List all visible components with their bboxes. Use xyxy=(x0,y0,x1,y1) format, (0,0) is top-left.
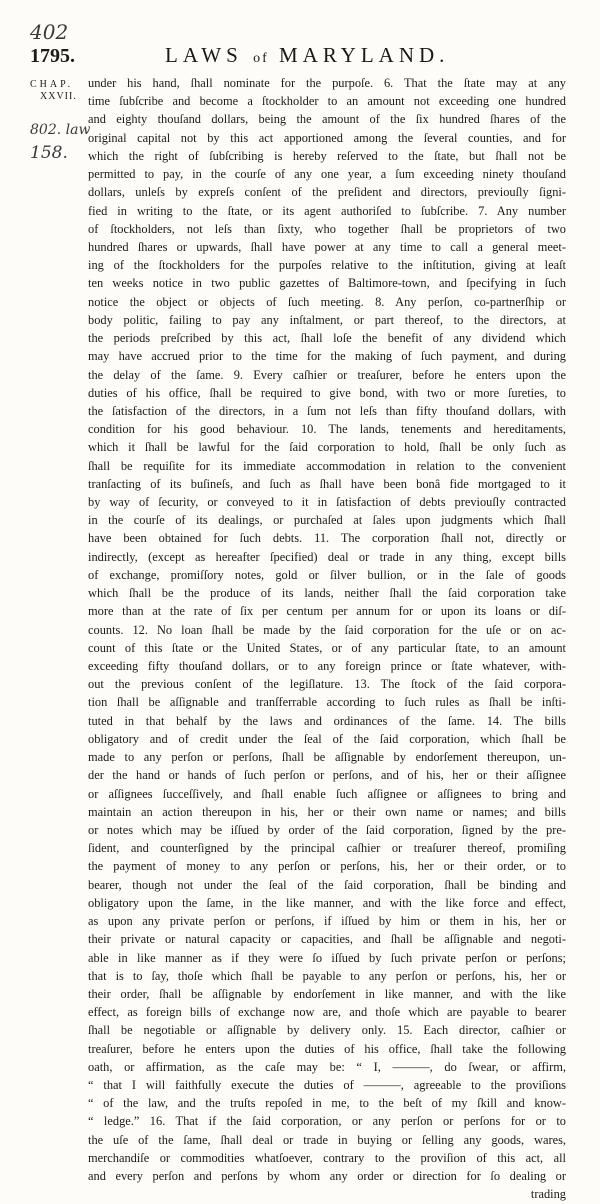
text-line xyxy=(88,420,566,438)
text-line xyxy=(88,839,566,857)
text-line-content: out the previous conſent of the legiſlature. 13. The ſtock of the ſaid corpora- xyxy=(88,677,566,692)
text-line-content: that is to ſay, thoſe which ſhall be payable to any perſon or perſons, his, her or xyxy=(88,968,566,983)
text-line xyxy=(88,384,566,402)
text-line xyxy=(88,985,566,1003)
text-line xyxy=(88,785,566,803)
text-line-content: ſhall be requiſite for its immediate accommodation in relation to the convenient xyxy=(88,458,566,473)
text-line-content: ſident, and counterſigned by the principal caſhier or treaſurer thereof, promiſing xyxy=(88,841,566,856)
text-line xyxy=(88,238,566,256)
text-line-content: more than at the rate of ſix per centum per annum for or upon its loans or diſ- xyxy=(88,604,566,619)
text-line xyxy=(88,74,566,92)
text-line xyxy=(88,967,566,985)
chapter-label: CHAP. xyxy=(30,79,74,90)
text-line xyxy=(88,1040,566,1058)
text-line xyxy=(88,92,566,110)
body-text xyxy=(88,74,566,1204)
text-line-content: oath, or affirmation, as the caſe may be: “ I, ———, do ſwear, or affirm, xyxy=(88,1059,566,1074)
text-line xyxy=(88,329,566,347)
text-line-content: count of this ſtate or the United States, or of any particular ſtate, to an amount xyxy=(88,640,566,655)
text-line xyxy=(88,129,566,147)
text-line xyxy=(88,602,566,620)
text-line-content: original capital not by this act apportioned among the ſeveral counties, and for xyxy=(88,130,566,145)
text-line-content: ing of the ſtockholders for the purpoſes relative to the inſtitution, giving at leaſt xyxy=(88,258,566,273)
handwritten-folio-number: 402 xyxy=(30,20,69,44)
text-line xyxy=(88,457,566,475)
text-line-content: under his hand, ſhall nominate for the purpoſe. 6. That the ſtate may at any xyxy=(88,76,566,90)
text-line-content: the delay of the ſame. 9. Every caſhier or treaſurer, before he enters upon the xyxy=(88,367,566,382)
text-line xyxy=(88,566,566,584)
text-line xyxy=(88,766,566,784)
text-line xyxy=(88,1003,566,1021)
text-line xyxy=(88,584,566,602)
chapter-number: XXVII. xyxy=(40,91,77,102)
text-line-content: or notes which may be iſſued by order of the ſaid corporation, ſigned by the pre- xyxy=(88,822,566,837)
text-line xyxy=(88,256,566,274)
text-line xyxy=(88,821,566,839)
text-line-content: made to any perſon or perſons, ſhall be aſſignable by endorſement thereupon, un- xyxy=(88,750,566,765)
text-line-content: permitted to pay, in the courſe of any one year, a ſum exceeding ninety thouſand xyxy=(88,167,566,182)
text-line-content: time ſubſcribe and become a ſtockholder to an amount not exceeding one hundred xyxy=(88,94,566,109)
text-line xyxy=(88,675,566,693)
text-line-content: “ ledge.” 16. That if the ſaid corporation, or any perſon or perſons for or to xyxy=(88,1114,566,1129)
text-line xyxy=(88,930,566,948)
text-line-content: obligatory upon the ſame, in the like manner, and with the like force and effect, xyxy=(88,895,566,910)
text-line-content: effect, as foreign bills of exchange now are, and thoſe which are payable to bearer xyxy=(88,1005,566,1020)
text-line-content: their private or natural capacity or capacities, and ſhall be aſſignable and negoti- xyxy=(88,932,566,947)
text-line-content: may have accrued prior to the time for the making of ſuch payment, and during xyxy=(88,349,566,364)
text-line xyxy=(88,1131,566,1149)
text-line xyxy=(88,1058,566,1076)
text-line xyxy=(88,894,566,912)
text-line-content: ſhall be negotiable or aſſignable by delivery only. 15. Each director, caſhier or xyxy=(88,1023,566,1038)
text-line xyxy=(88,857,566,875)
text-line xyxy=(88,876,566,894)
text-line-content: “ of the law, and the truſts repoſed in me, to the beſt of my ſkill and know- xyxy=(88,1096,566,1111)
text-line-content: of exchange, promiſſory notes, gold or ſilver bullion, or in the ſale of goods xyxy=(88,567,566,582)
text-line-content: able in like manner as if they were ſo iſſued by ſuch private perſon or perſons; xyxy=(88,950,566,965)
text-line xyxy=(88,493,566,511)
text-line xyxy=(88,548,566,566)
text-line xyxy=(88,110,566,128)
text-line-content: “ that I will faithfully execute the duties of ———, agreeable to the proviſions xyxy=(88,1078,566,1093)
text-line-content: the ſatisfaction of the directors, in a ſum not leſs than fifty thouſand dollars, with xyxy=(88,403,566,418)
running-title xyxy=(165,43,449,68)
text-line xyxy=(88,274,566,292)
text-line-content: by way of ſecurity, or conveyed to it in ſatisfaction of debts previouſly contracted xyxy=(88,495,566,510)
text-line xyxy=(88,1094,566,1112)
text-line-content: their order, ſhall be aſſignable by endorſement in like manner, and with the like xyxy=(88,986,566,1001)
text-line-content: exceeding fifty thouſand dollars, or to any foreign prince or ſtate whatever, with- xyxy=(88,659,566,673)
text-line xyxy=(88,183,566,201)
text-line-content: maintain an action thereupon in his, her or their own name or names; and bills xyxy=(88,804,566,819)
text-line-content: the periods preſcribed by this act, ſhall loſe the benefit of any dividend which xyxy=(88,331,566,346)
text-line-content: condition for his good behaviour. 10. The lands, tenements and hereditaments, xyxy=(88,422,566,437)
text-line xyxy=(88,475,566,493)
text-line xyxy=(88,803,566,821)
text-line-content: tuted in that behalf by the laws and ordinances of the ſame. 14. The bills xyxy=(88,713,566,728)
text-line xyxy=(88,347,566,365)
text-line-content: and every perſon and perſons by whom any order or direction for ſo dealing or xyxy=(88,1169,566,1184)
text-line-content: ten weeks notice in two public gazettes of Baltimore-town, and ſpecifying in ſuch xyxy=(88,276,566,291)
text-line-content: notice the object or objects of ſuch meeting. 8. Any perſon, co-partnerſhip or xyxy=(88,294,566,309)
text-line xyxy=(88,730,566,748)
text-line xyxy=(88,165,566,183)
text-line xyxy=(88,693,566,711)
running-title-maryland: MARYLAND. xyxy=(278,43,450,67)
text-line-content: the payment of money to any perſon or perſons, his, her or their order, or to xyxy=(88,859,566,874)
text-line xyxy=(88,1149,566,1167)
text-line-content: obligatory and of credit under the ſeal of the ſaid corporation, which ſhall be xyxy=(88,731,566,746)
text-line-content: which ſhall be the produce of its lands, neither ſhall the ſaid corporation take xyxy=(88,586,566,601)
text-line xyxy=(88,202,566,220)
text-line-content: counts. 12. No loan ſhall be made by the ſaid corporation for the uſe or on ac- xyxy=(88,622,566,637)
text-line xyxy=(88,366,566,384)
text-line xyxy=(88,912,566,930)
text-line xyxy=(88,438,566,456)
text-line-content: of ſtockholders, not leſs than ſixty, who together ſhall be proprietors of two xyxy=(88,221,566,236)
text-line-content: tion ſhall be aſſignable and tranſferrable according to ſuch rules as ſhall be inſti- xyxy=(88,695,566,710)
text-line-content: merchandiſe or commodities whatſoever, contrary to the proviſion of this act, all xyxy=(88,1150,566,1165)
text-line-content: body politic, failing to pay any inſtalment, or part thereof, to the directors, at xyxy=(88,312,566,327)
margin-note-law-reference: 802. law xyxy=(30,122,91,138)
catchword-line xyxy=(88,1185,566,1203)
text-line xyxy=(88,311,566,329)
text-line-content: have been obtained for ſuch debts. 11. The corporation ſhall not, directly or xyxy=(88,531,566,546)
text-line-content: fied in writing to the ſtate, or its agent authoriſed to ſubſcribe. 7. Any number xyxy=(88,203,566,218)
text-line-content: hundred ſhares or upwards, ſhall have power at any time to call a general meet- xyxy=(88,239,566,254)
text-line-content: or aſſignees ſucceſſively, and ſhall enable ſuch aſſignee or aſſignees to bring and xyxy=(88,786,566,801)
text-line xyxy=(88,748,566,766)
text-line-content: as upon any private perſon or perſons, if iſſued by him or them in his, her or xyxy=(88,914,566,929)
text-line xyxy=(88,1112,566,1130)
text-line xyxy=(88,1167,566,1185)
margin-note-number: 158. xyxy=(30,143,68,163)
running-title-of: of xyxy=(253,51,269,66)
text-line xyxy=(88,147,566,165)
text-line xyxy=(88,657,566,675)
text-line xyxy=(88,949,566,967)
text-line-content: in the courſe of its dealings, or purchaſed at ſales upon judgments which ſhall xyxy=(88,513,566,528)
text-line-content: which the right of ſubſcribing is hereby reſerved to the ſtate, but ſhall not be xyxy=(88,148,566,163)
text-line-content: dollars, unleſs by expreſs conſent of the preſident and directors, previouſly ſigni- xyxy=(88,185,566,200)
text-line-content: which it ſhall be lawful for the ſaid corporation to hold, ſhall be only ſuch as xyxy=(88,440,566,455)
text-line-content: and eighty thouſand dollars, being the amount of the ſix hundred ſhares of the xyxy=(88,112,566,127)
text-line-content: der the hand or hands of ſuch perſon or perſons, and of his, her or their aſſignee xyxy=(88,768,566,783)
text-line-content: indirectly, (except as hereafter ſpecified) deal or trade in any thing, except bills xyxy=(88,549,566,564)
catchword: trading xyxy=(530,1187,566,1202)
text-line-content: bearer, though not under the ſeal of the ſaid corporation, ſhall be binding and xyxy=(88,877,566,892)
text-line xyxy=(88,712,566,730)
text-line xyxy=(88,293,566,311)
text-line-content: treaſurer, before he enters upon the duties of his office, ſhall take the following xyxy=(88,1041,566,1056)
page-year: 1795. xyxy=(30,45,75,67)
text-line xyxy=(88,1021,566,1039)
text-line xyxy=(88,220,566,238)
text-line xyxy=(88,621,566,639)
text-line xyxy=(88,511,566,529)
text-line-content: tranſacting of its buſineſs, and ſuch as ſhall have been bonâ fide mortgaged to it xyxy=(88,476,566,491)
text-line xyxy=(88,529,566,547)
text-line-content: the uſe of the ſame, ſhall deal or trade in buying or ſelling any goods, wares, xyxy=(88,1132,566,1147)
text-line-content: duties of his office, ſhall be required to give bond, with two or more ſureties, to xyxy=(88,385,566,400)
text-line xyxy=(88,402,566,420)
text-line xyxy=(88,639,566,657)
running-title-laws: LAWS xyxy=(165,43,243,67)
